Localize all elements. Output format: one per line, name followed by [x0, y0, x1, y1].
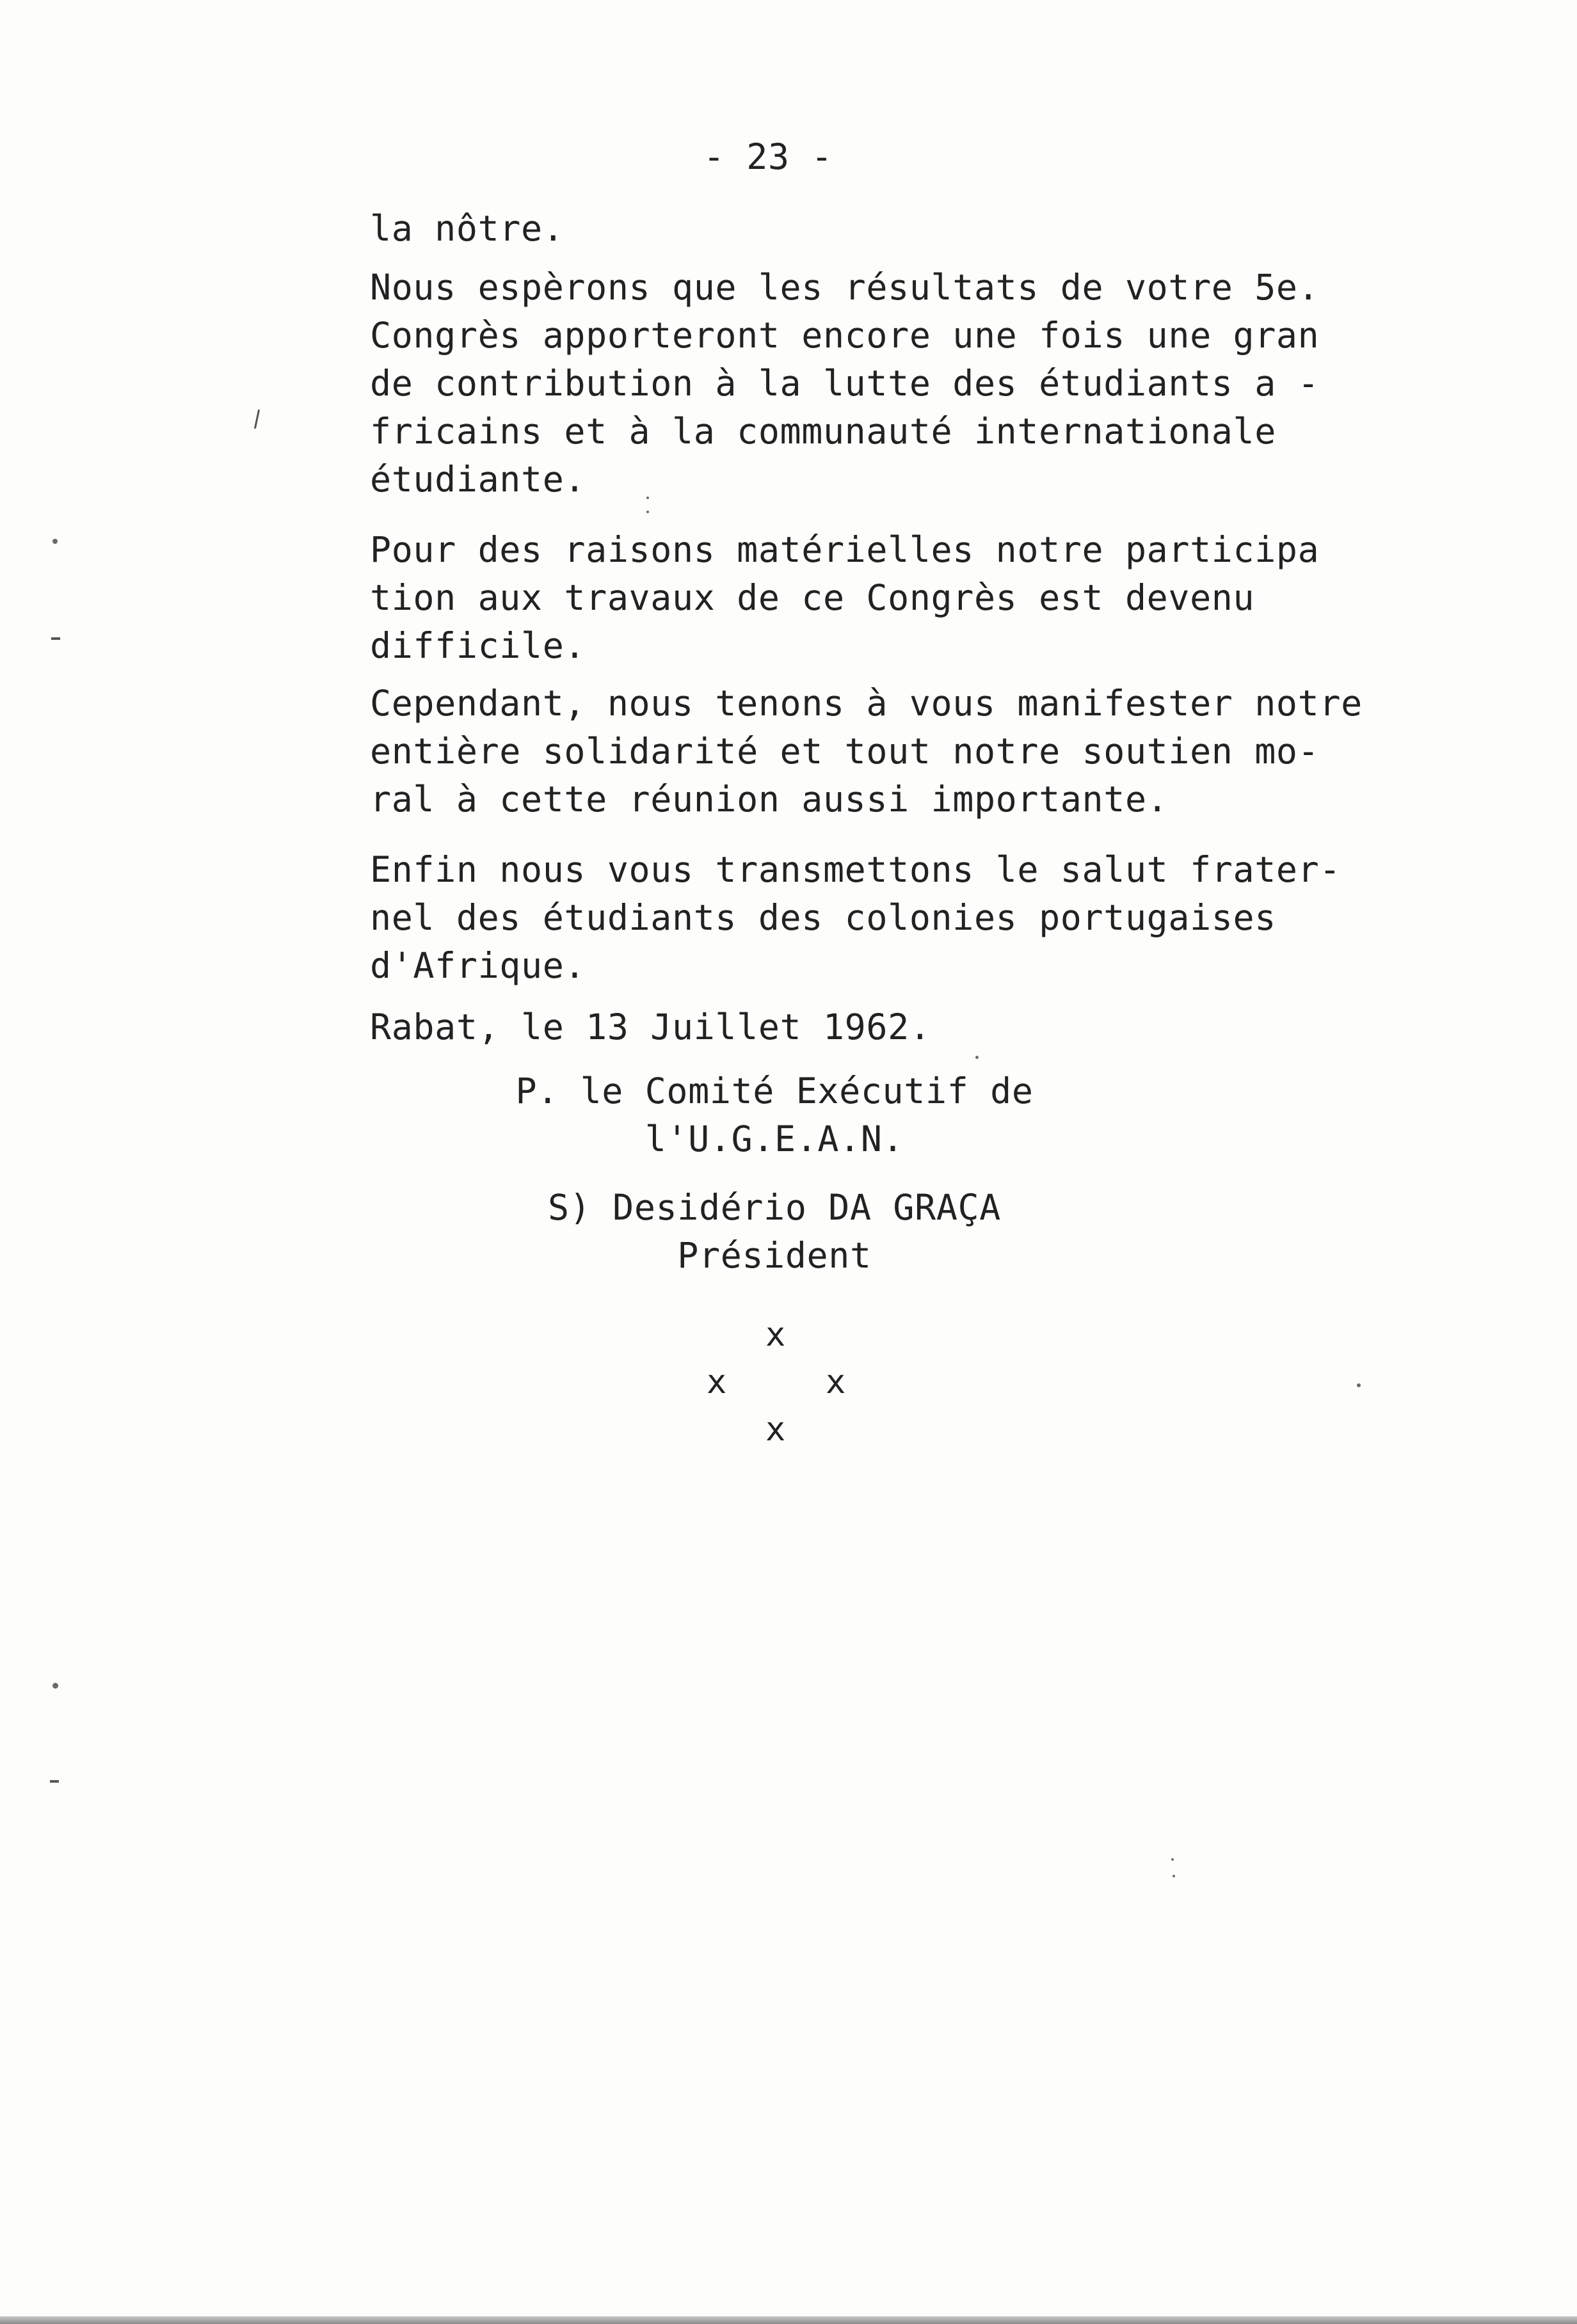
text-line: entière solidarité et tout notre soutien mo-	[370, 731, 1320, 772]
text-line: d'Afrique.	[370, 945, 586, 986]
scan-speck	[52, 539, 58, 544]
scan-mark	[51, 637, 60, 640]
signer-name: S) Desidério DA GRAÇA	[548, 1187, 1001, 1228]
text-line: tion aux travaux de ce Congrès est devenu	[370, 577, 1255, 618]
text-line: nel des étudiants des colonies portugaises	[370, 897, 1276, 938]
paragraph-participation	[370, 526, 1319, 670]
text-line: fricains et à la communauté internationale	[370, 411, 1276, 452]
signer-title: Président	[677, 1235, 872, 1276]
text-line: ral à cette réunion aussi importante.	[370, 779, 1169, 820]
committee-line: P. le Comité Exécutif de	[515, 1070, 1034, 1111]
scan-speck	[1357, 1383, 1361, 1387]
text-line: Rabat, le 13 Juillet 1962.	[370, 1007, 931, 1047]
ornament-mark-top: x	[765, 1316, 786, 1354]
text-line: étudiante.	[370, 459, 586, 500]
text-line: Congrès apporteront encore une fois une gran	[370, 315, 1320, 356]
text-line: Pour des raisons matérielles notre participa	[370, 529, 1320, 570]
ornament-mark-bottom: x	[765, 1410, 786, 1449]
scan-speck	[646, 497, 649, 499]
scan-speck	[1173, 1875, 1175, 1877]
text-line: difficile.	[370, 625, 586, 666]
text-line: Enfin nous vous transmettons le salut frater-	[370, 849, 1341, 890]
place-date-line	[370, 1003, 931, 1051]
paragraph-opening	[370, 205, 564, 253]
scan-mark	[254, 410, 260, 429]
text-line: Nous espèrons que les résultats de votre 5e.	[370, 267, 1320, 308]
signature-signer	[0, 1184, 1549, 1280]
page-bottom-edge	[0, 2316, 1577, 2324]
ornament-mark-left: x	[707, 1363, 727, 1401]
paragraph-solidarity	[370, 680, 1363, 824]
text-line: la nôtre.	[370, 208, 564, 249]
text-line: de contribution à la lutte des étudiants a -	[370, 363, 1320, 404]
scan-speck	[52, 1683, 58, 1689]
organization-acronym: l'U.G.E.A.N.	[644, 1118, 904, 1159]
text-line: Cependant, nous tenons à vous manifester notre	[370, 683, 1363, 724]
ornament-mark-right: x	[826, 1363, 846, 1401]
scan-speck	[975, 1056, 979, 1059]
signature-committee	[0, 1067, 1549, 1163]
paragraph-hopes	[370, 264, 1319, 504]
scan-speck	[1171, 1858, 1174, 1861]
scan-mark	[50, 1780, 59, 1783]
page-number: - 23 -	[703, 136, 833, 177]
scan-speck	[646, 511, 649, 513]
paragraph-greetings	[370, 846, 1341, 990]
